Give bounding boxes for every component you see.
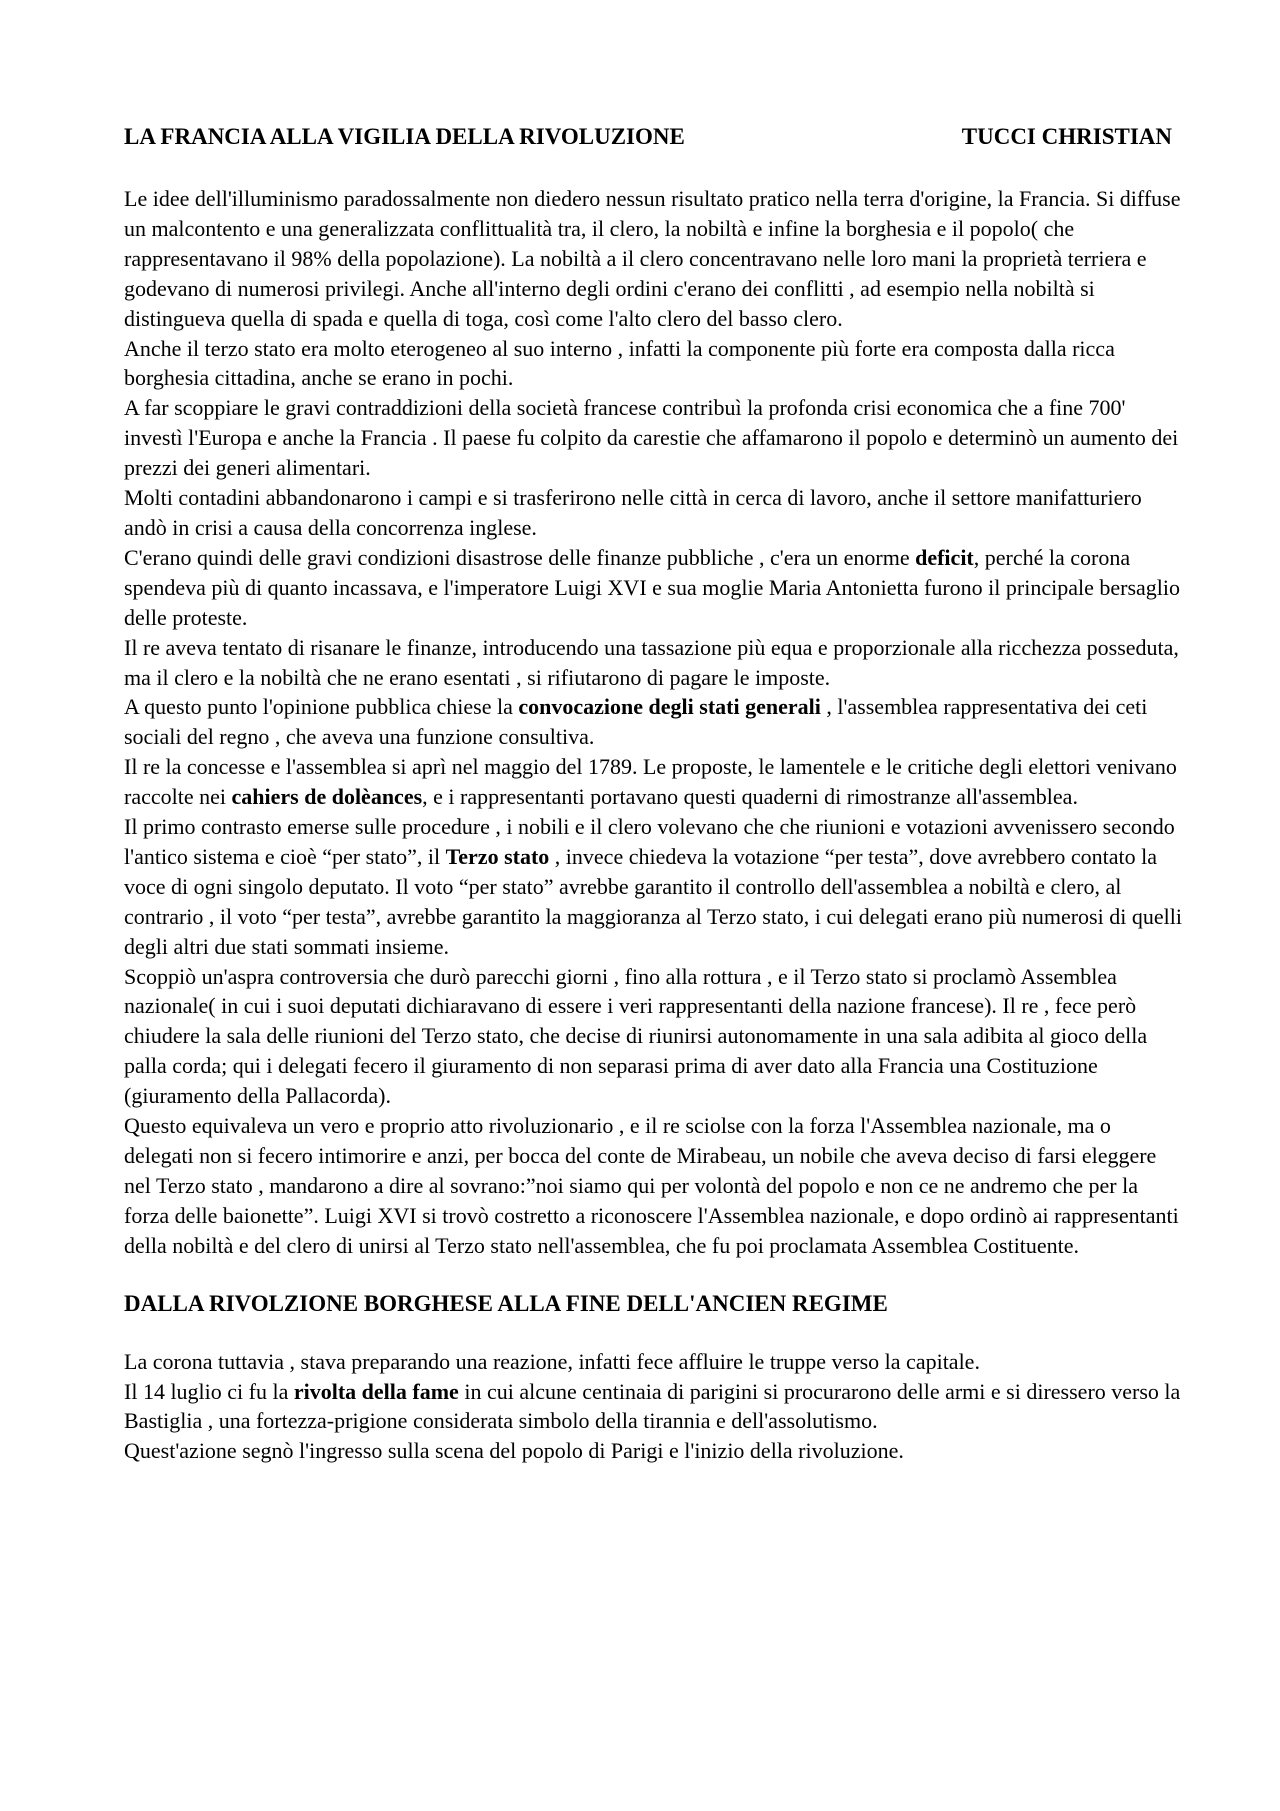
text-run: Molti contadini abbandonarono i campi e si trasferirono nelle città in cerca di lavoro, anche il settore manifatturiero andò in crisi a causa della concorrenza inglese. bbox=[124, 485, 1142, 540]
paragraph bbox=[124, 812, 1184, 962]
text-run: Le idee dell'illuminismo paradossalmente non diedero nessun risultato pratico nella terra d'origine, la Francia. Si diffuse un malcontento e una generalizzata conflittualità tra, il clero, la nobiltà e infine la borghesia e il popolo( che rappresentavano il 98% della popolazione). La nobiltà a il clero concentravano nelle loro mani la proprietà terriera e godevano di numerosi privilegi. Anche all'interno degli ordini c'erano dei conflitti , ad esempio nella nobiltà si distingueva quella di spada e quella di toga, così come l'alto clero del basso clero. bbox=[124, 186, 1181, 331]
section-2-body bbox=[124, 1347, 1184, 1467]
text-run: Quest'azione segnò l'ingresso sulla scena del popolo di Parigi e l'inizio della rivoluzione. bbox=[124, 1438, 904, 1464]
paragraph bbox=[124, 692, 1184, 752]
paragraph bbox=[124, 1111, 1184, 1261]
paragraph bbox=[124, 962, 1184, 1112]
text-run: C'erano quindi delle gravi condizioni disastrose delle finanze pubbliche , c'era un enorme bbox=[124, 544, 916, 570]
paragraph bbox=[124, 752, 1184, 812]
section-2-heading: DALLA RIVOLZIONE BORGHESE ALLA FINE DELL'ANCIEN REGIME bbox=[124, 1290, 888, 1316]
title-row bbox=[124, 122, 1184, 152]
text-run: in cui alcune centinaia di parigini si procurarono delle armi e si diressero verso la Bastiglia , una fortezza-prigione considerata simbolo della tirannia e dell'assolutismo. bbox=[124, 1378, 1181, 1434]
section-1-body bbox=[124, 184, 1184, 1261]
text-run: A far scoppiare le gravi contraddizioni della società francese contribuì la profonda crisi economica che a fine 700' investì l'Europa e anche la Francia . Il paese fu colpito da carestie che affamarono il popolo e determinò un aumento dei prezzi dei generi alimentari. bbox=[124, 395, 1179, 481]
bold-term: convocazione degli stati generali bbox=[518, 694, 821, 720]
paragraph bbox=[124, 483, 1184, 543]
bold-term: cahiers de dolèances bbox=[231, 784, 423, 810]
paragraph bbox=[124, 1436, 1184, 1466]
text-run: La corona tuttavia , stava preparando una reazione, infatti fece affluire le truppe verso la capitale. bbox=[124, 1348, 980, 1374]
document-title: LA FRANCIA ALLA VIGILIA DELLA RIVOLUZIONE bbox=[124, 124, 685, 149]
text-run: Il re aveva tentato di risanare le finanze, introducendo una tassazione più equa e proporzionale alla ricchezza posseduta, ma il clero e la nobiltà che ne erano esentati , si rifiutarono di pagare le imposte. bbox=[124, 634, 1179, 690]
text-run: Questo equivaleva un vero e proprio atto rivoluzionario , e il re sciolse con la forza l'Assemblea nazionale, ma o delegati non si fecero intimorire e anzi, per bocca del conte de Mirabeau, un nobile che aveva deciso di farsi eleggere nel Terzo stato , mandarono a dire al sovrano:”noi siamo qui per volontà del popolo e non ce ne andremo che per la forza delle baionette”. Luigi XVI si trovò costretto a riconoscere l'Assemblea nazionale, e dopo ordinò ai rappresentanti della nobiltà e del clero di unirsi al Terzo stato nell'assemblea, che fu poi proclamata Assemblea Costituente. bbox=[124, 1113, 1179, 1258]
text-run: , e i rappresentanti portavano questi quaderni di rimostranze all'assemblea. bbox=[422, 784, 1078, 810]
bold-term: Terzo stato bbox=[445, 843, 550, 869]
text-run: Scoppiò un'aspra controversia che durò parecchi giorni , fino alla rottura , e il Terzo stato si proclamò Assemblea nazionale( in cui i suoi deputati dichiaravano di essere i veri rappresentanti della nazione francese). Il re , fece però chiudere la sala delle riunioni del Terzo stato, che decise di riunirsi autonomamente in una sala adibita al gioco della palla corda; qui i delegati fecero il giuramento di non separasi prima di aver dato alla Francia una Costituzione (giuramento della Pallacorda). bbox=[124, 963, 1148, 1109]
text-run: , invece chiedeva la votazione “per testa”, dove avrebbero contato la voce di ogni singolo deputato. Il voto “per stato” avrebbe garantito il controllo dell'assemblea a nobiltà e clero, al contrario , il voto “per testa”, avrebbe garantito la maggioranza al Terzo stato, i cui delegati erano più numerosi di quelli degli altri due stati sommati insieme. bbox=[124, 843, 1182, 959]
text-run: A questo punto l'opinione pubblica chiese la bbox=[124, 694, 519, 720]
bold-term: deficit bbox=[915, 544, 974, 570]
document-page bbox=[124, 122, 1184, 1466]
paragraph bbox=[124, 1347, 1184, 1377]
author-name: TUCCI CHRISTIAN bbox=[961, 124, 1172, 149]
paragraph bbox=[124, 393, 1184, 483]
text-run: Anche il terzo stato era molto eterogeneo al suo interno , infatti la componente più forte era composta dalla ricca borghesia cittadina, anche se erano in pochi. bbox=[124, 335, 1115, 391]
bold-term: rivolta della fame bbox=[293, 1378, 459, 1404]
text-run: Il re la concesse e l'assemblea si aprì nel maggio del 1789. Le proposte, le lamentele e le critiche degli elettori venivano raccolte nei bbox=[124, 754, 1177, 810]
paragraph bbox=[124, 1377, 1184, 1437]
text-run: Il primo contrasto emerse sulle procedure , i nobili e il clero volevano che che riunioni e votazioni avvenissero secondo l'antico sistema e cioè “per stato”, il bbox=[124, 814, 1175, 869]
paragraph bbox=[124, 633, 1184, 693]
paragraph bbox=[124, 543, 1184, 633]
paragraph bbox=[124, 184, 1184, 334]
paragraph bbox=[124, 334, 1184, 394]
text-run: , l'assemblea rappresentativa dei ceti sociali del regno , che aveva una funzione consultiva. bbox=[124, 694, 1148, 750]
text-run: Il 14 luglio ci fu la bbox=[124, 1378, 294, 1404]
text-run: , perché la corona spendeva più di quanto incassava, e l'imperatore Luigi XVI e sua moglie Maria Antonietta furono il principale bersaglio delle proteste. bbox=[124, 544, 1180, 630]
